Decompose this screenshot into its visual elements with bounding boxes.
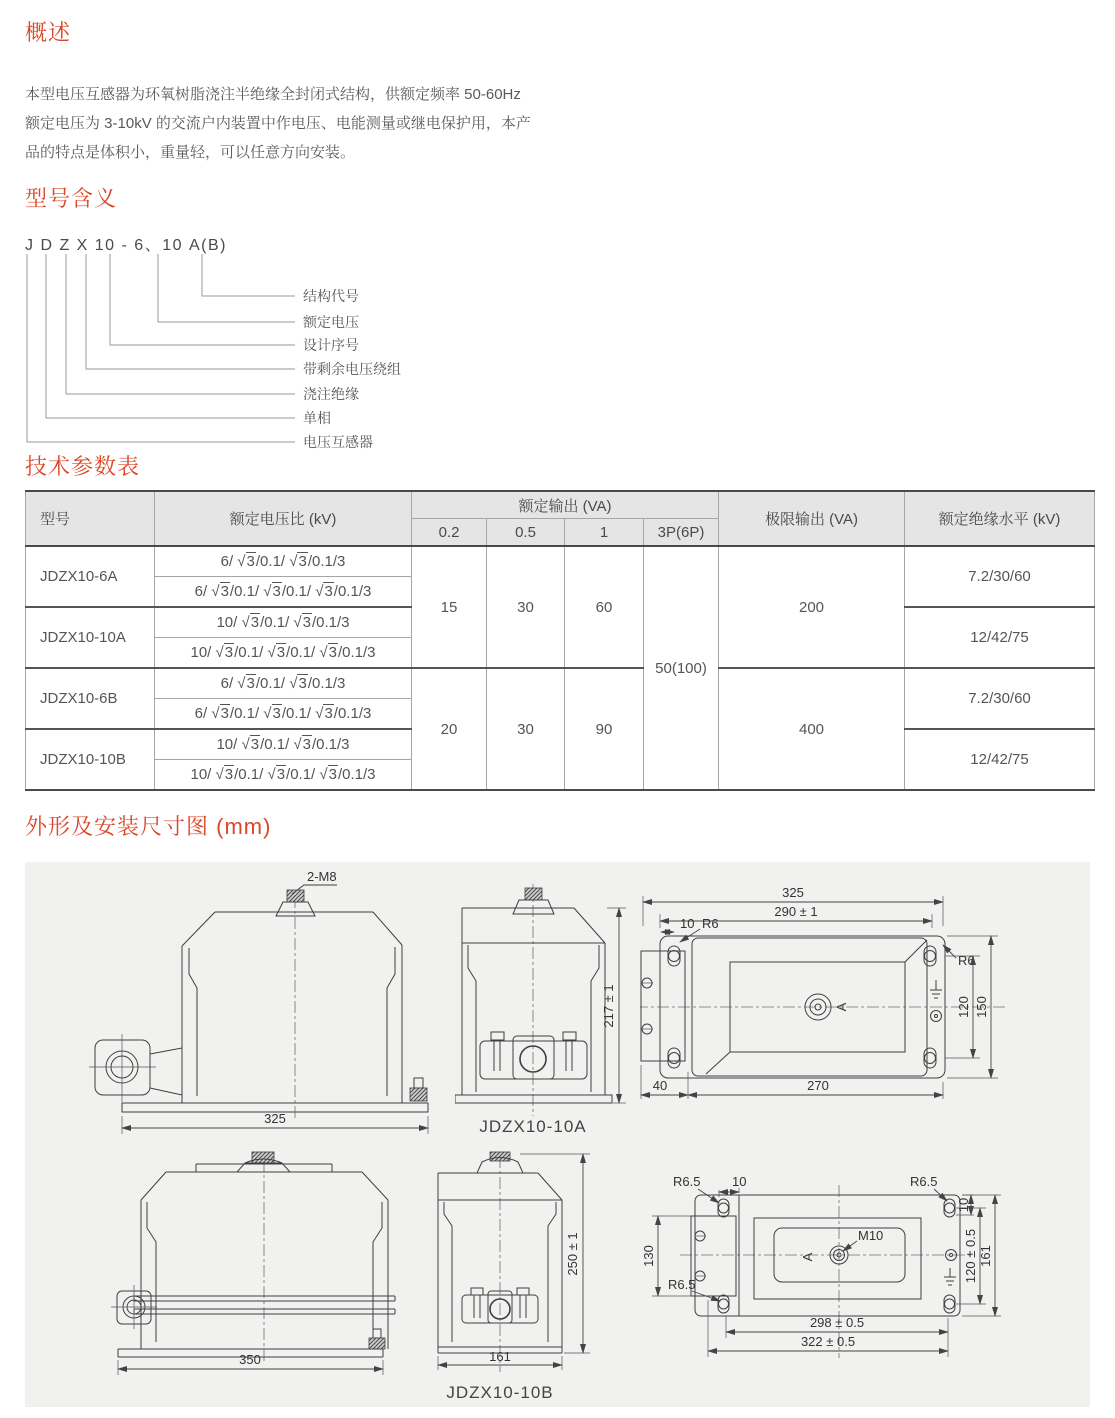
hole-width-dim: 298 ± 0.5 — [809, 1315, 865, 1330]
ratio-cell: 10/ √3/0.1/ √3/0.1/3 — [155, 729, 412, 760]
ground-icon — [944, 1268, 956, 1285]
left-height-dim: 130 — [641, 1245, 656, 1267]
model-cell: JDZX10-6B — [26, 668, 155, 729]
ratio-cell: 10/ √3/0.1/ √3/0.1/ √3/0.1/3 — [155, 760, 412, 791]
model-label-single-phase: 单相 — [303, 410, 331, 426]
figure-label-10b: JDZX10-10B — [446, 1383, 554, 1402]
overview-paragraph: 本型电压互感器为环氧树脂浇注半绝缘全封闭式结构，供额定频率 50-60Hz 额定电压为 3-10kV 的交流户内装置中作电压、电能测量或继电保护用，本产品的特点是体积小，重量轻，可以任意方向安装。 — [25, 86, 531, 161]
col-insulation: 额定绝缘水平 (kV) — [905, 491, 1095, 546]
col-model: 型号 — [26, 491, 155, 546]
specs-table — [25, 490, 1095, 791]
table-row — [26, 546, 1095, 577]
corner-radius-tr-dim: R6.5 — [910, 1174, 938, 1189]
bolt-dim-label: 2-M8 — [307, 869, 337, 884]
model-label-residual-winding: 带剩余电压绕组 — [303, 361, 401, 377]
corner-radius-dim: R6 — [702, 916, 719, 931]
overall-height-dim: 161 — [978, 1245, 993, 1267]
offset-tr-dim: 10 — [956, 1197, 971, 1213]
width-dim-label: 350 — [239, 1352, 261, 1367]
top-view-10a-drawing — [640, 866, 1090, 1120]
front-view-10a-drawing — [85, 866, 445, 1144]
body-width-dim: 270 — [807, 1078, 829, 1093]
model-meaning-heading: 型号含义 — [25, 186, 118, 211]
overall-width-dim: 322 ± 0.5 — [800, 1334, 856, 1349]
ratio-cell: 6/ √3/0.1/ √3/0.1/ √3/0.1/3 — [155, 699, 412, 730]
side-view-10a-drawing — [455, 866, 640, 1144]
col-class-02: 0.2 — [412, 519, 487, 547]
section-marker-a: A — [834, 1002, 849, 1012]
model-code: J D Z X 10 - 6、10 A(B) — [25, 237, 227, 254]
thread-dim-label: M10 — [858, 1228, 884, 1243]
ratio-cell: 10/ √3/0.1/ √3/0.1/ √3/0.1/3 — [155, 638, 412, 669]
drawings-heading: 外形及安装尺寸图 (mm) — [25, 814, 272, 839]
output-02-a: 15 — [412, 546, 487, 668]
hole-height-dim: 120 — [956, 996, 971, 1018]
col-class-1: 1 — [565, 519, 644, 547]
overall-height-dim: 150 — [974, 996, 989, 1018]
left-offset-dim: 40 — [652, 1078, 668, 1093]
col-rated-output: 额定输出 (VA) — [412, 491, 719, 519]
output-3p: 50(100) — [644, 546, 719, 790]
table-row — [26, 668, 1095, 699]
width-dim-label: 161 — [489, 1349, 511, 1364]
ratio-cell: 6/ √3/0.1/ √3/0.1/ √3/0.1/3 — [155, 577, 412, 608]
model-meaning-diagram — [25, 252, 585, 454]
output-1-a: 60 — [565, 546, 644, 668]
figure-label-10a: JDZX10-10A — [479, 1117, 587, 1136]
ratio-cell: 10/ √3/0.1/ √3/0.1/3 — [155, 607, 412, 638]
model-label-design-serial: 设计序号 — [303, 337, 359, 353]
header-row-1 — [26, 491, 1095, 519]
ratio-cell: 6/ √3/0.1/ √3/0.1/3 — [155, 546, 412, 577]
output-02-b: 20 — [412, 668, 487, 790]
limit-output-b: 400 — [719, 668, 905, 790]
model-label-cast-insulation: 浇注绝缘 — [303, 386, 359, 402]
col-class-05: 0.5 — [487, 519, 565, 547]
hole-height-dim: 120 ± 0.5 — [963, 1228, 978, 1284]
edge-offset-dim: 10 — [680, 916, 695, 931]
front-view-10b-drawing — [100, 1150, 430, 1385]
corner-radius-tl-dim: R6.5 — [673, 1174, 701, 1189]
overview-heading: 概述 — [25, 20, 72, 45]
limit-output-a: 200 — [719, 546, 905, 668]
insulation-cell: 12/42/75 — [905, 607, 1095, 668]
ratio-cell: 6/ √3/0.1/ √3/0.1/3 — [155, 668, 412, 699]
output-05-a: 30 — [487, 546, 565, 668]
hole-width-dim: 290 ± 1 — [774, 904, 818, 919]
model-cell: JDZX10-10A — [26, 607, 155, 668]
specs-heading: 技术参数表 — [25, 454, 141, 479]
col-limit-output: 极限输出 (VA) — [719, 491, 905, 546]
width-dim-label: 325 — [264, 1111, 286, 1126]
side-view-10b-drawing — [430, 1150, 615, 1407]
insulation-cell: 7.2/30/60 — [905, 546, 1095, 607]
corner-radius-right-dim: R6 — [958, 953, 975, 968]
model-label-structure: 结构代号 — [303, 288, 359, 304]
output-1-b: 90 — [565, 668, 644, 790]
ground-icon — [930, 980, 942, 998]
model-label-rated-voltage: 额定电压 — [303, 314, 359, 330]
insulation-cell: 7.2/30/60 — [905, 668, 1095, 729]
offset-tl-dim: 10 — [732, 1174, 747, 1189]
model-cell: JDZX10-10B — [26, 729, 155, 790]
col-class-3p: 3P(6P) — [644, 519, 719, 547]
height-dim-label: 250 ± 1 — [565, 1232, 580, 1276]
output-05-b: 30 — [487, 668, 565, 790]
insulation-cell: 12/42/75 — [905, 729, 1095, 790]
col-ratio: 额定电压比 (kV) — [155, 491, 412, 546]
section-marker-a: A — [800, 1252, 815, 1262]
height-dim-label: 217 ± 1 — [601, 984, 616, 1028]
top-view-10b-drawing — [640, 1170, 1100, 1365]
drawings-panel — [25, 862, 1090, 1407]
model-label-voltage-transformer: 电压互感器 — [303, 434, 373, 450]
overall-width-dim: 325 — [782, 885, 804, 900]
model-cell: JDZX10-6A — [26, 546, 155, 607]
corner-radius-bl-dim: R6.5 — [668, 1277, 696, 1292]
